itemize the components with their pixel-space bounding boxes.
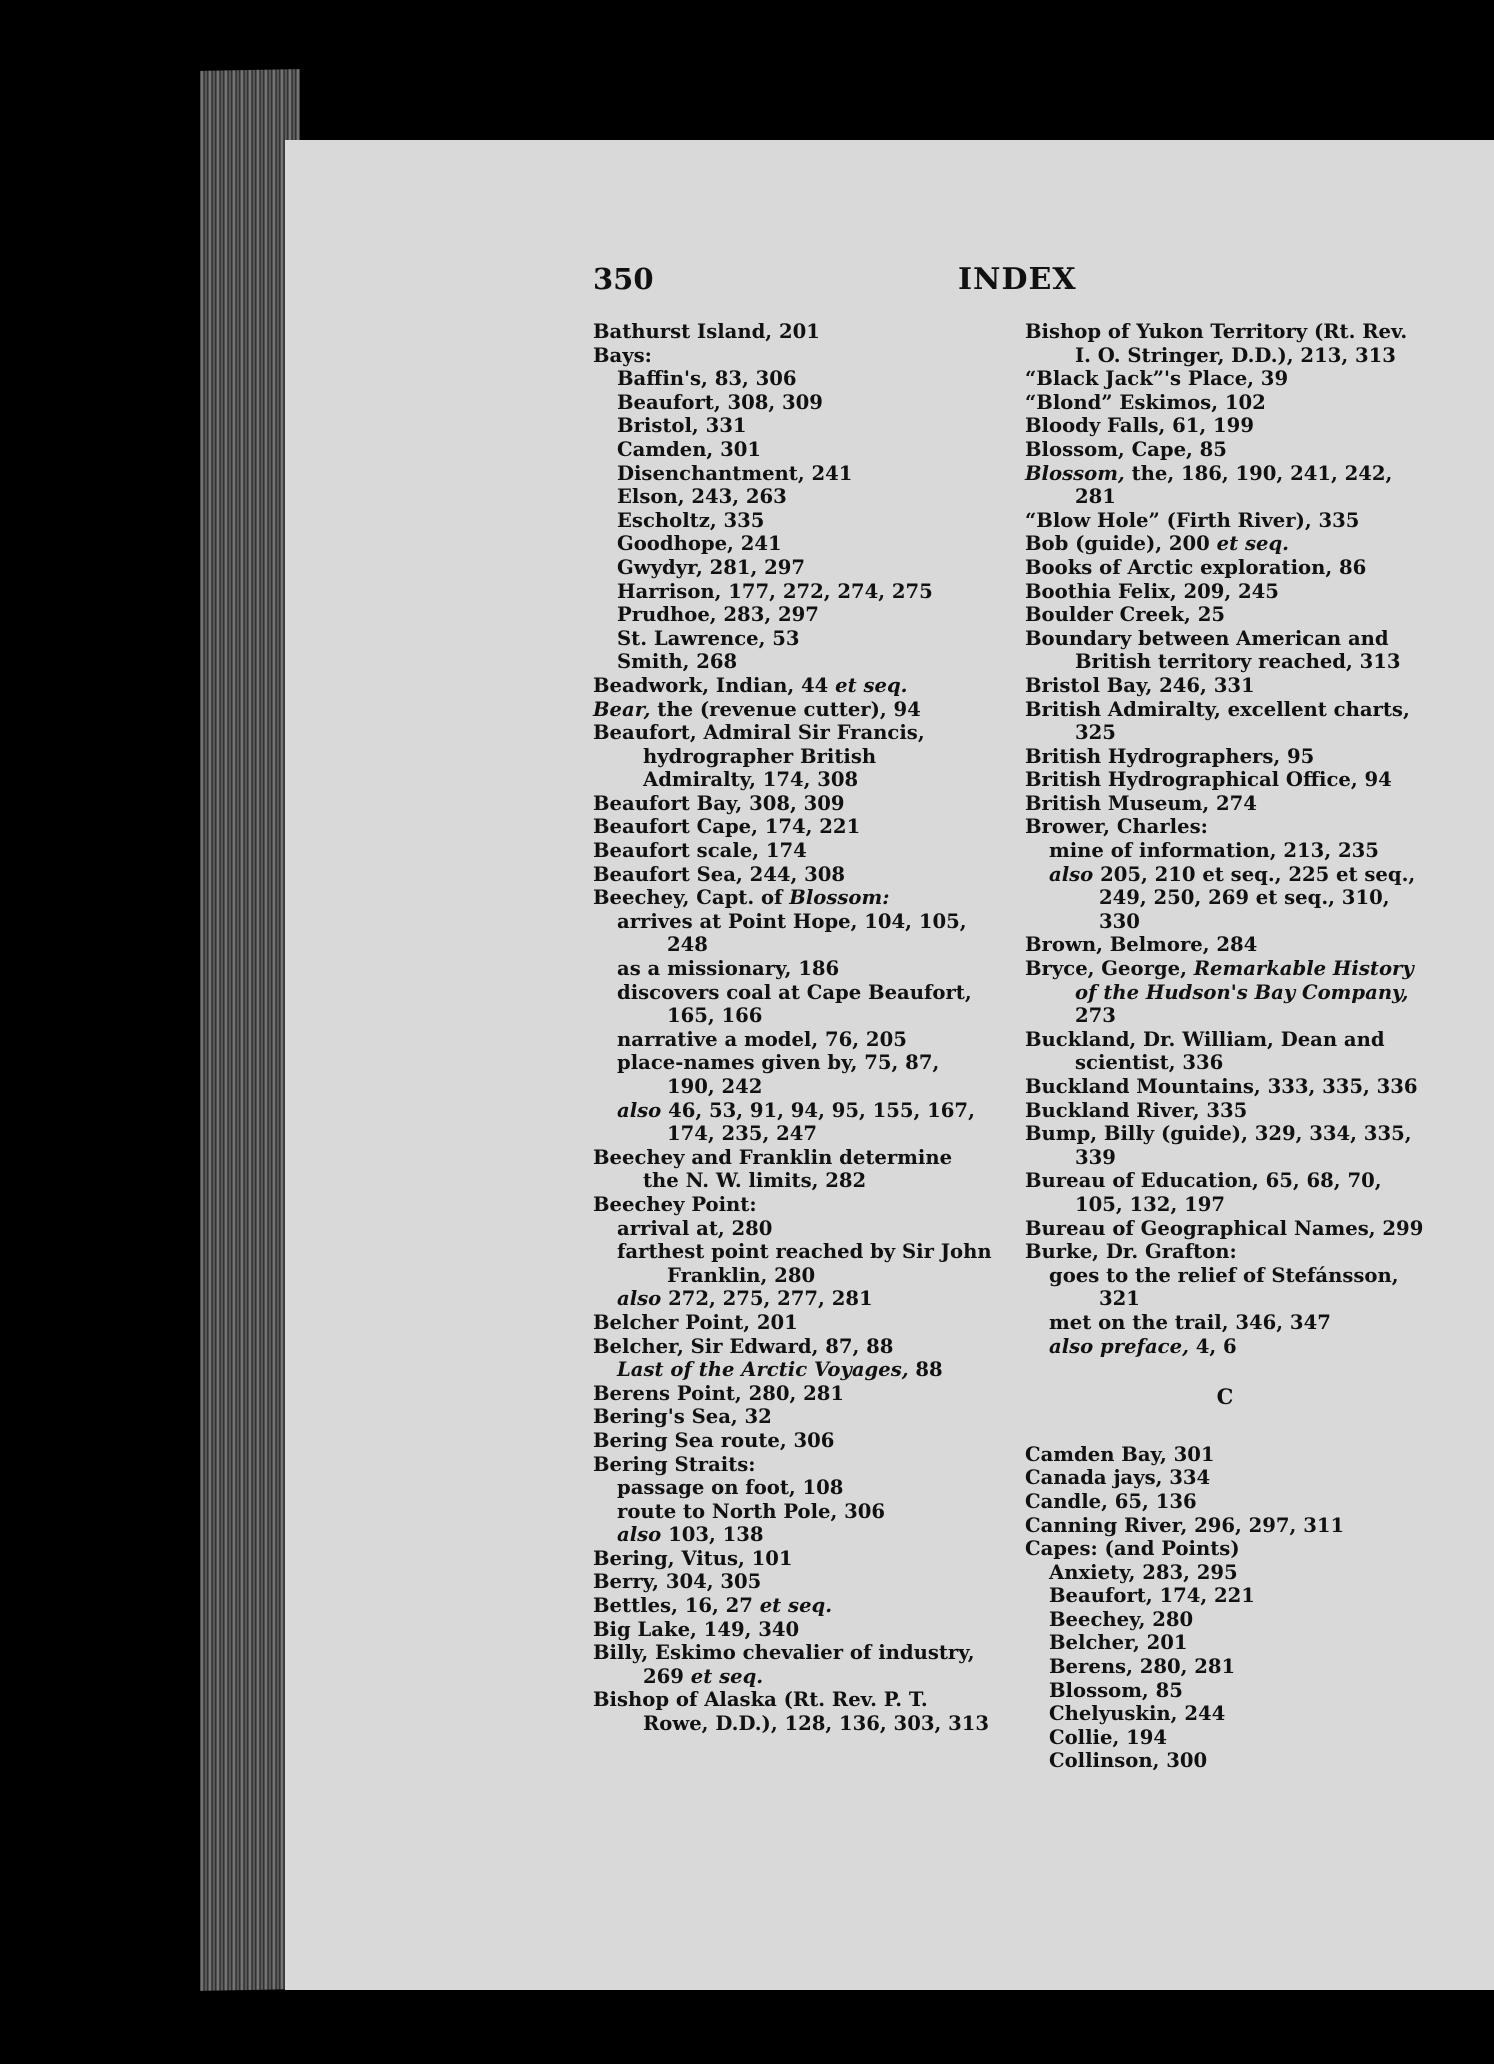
index-entry [1025, 462, 1425, 509]
entry-text: Harrison, 177, 272, 274, 275 [617, 579, 933, 603]
index-entry [1025, 1099, 1425, 1123]
entry-italic: et seq. [759, 1594, 833, 1618]
entry-italic-lead: also [617, 1287, 662, 1311]
index-subentry [593, 580, 993, 604]
entry-text: Beaufort, 308, 309 [617, 390, 823, 414]
index-subentry [1025, 1608, 1425, 1632]
entry-text: Bering's Sea, 32 [593, 1405, 772, 1429]
entry-text: Beaufort Cape, 174, 221 [593, 815, 861, 839]
entry-text: Bureau of Geographical Names, 299 [1025, 1216, 1424, 1240]
entry-text: Collie, 194 [1049, 1725, 1168, 1749]
index-entry [593, 1382, 993, 1406]
entry-italic: et seq. [1216, 532, 1289, 556]
entry-text: Disenchantment, 241 [617, 461, 853, 485]
index-subentry [593, 650, 993, 674]
index-subentry [1025, 1561, 1425, 1585]
index-entry [1025, 1169, 1425, 1216]
index-subentry [593, 1051, 993, 1098]
entry-text: the, 186, 190, 241, 242, 281 [1075, 461, 1393, 509]
entry-text: Bering Straits: [593, 1452, 756, 1476]
index-subentry [593, 509, 993, 533]
entry-text: Bettles, 16, 27 [593, 1594, 760, 1618]
entry-text: Berry, 304, 305 [593, 1570, 762, 1594]
entry-text: Beechey, Capt. of [593, 886, 790, 910]
index-entry [1025, 603, 1425, 627]
index-subentry [1025, 1631, 1425, 1655]
entry-text: Beechey, 280 [1049, 1607, 1194, 1631]
index-subentry [593, 556, 993, 580]
index-entry [1025, 1240, 1425, 1264]
index-entry [1025, 320, 1425, 367]
index-entry [593, 1618, 993, 1642]
index-entry [1025, 532, 1425, 556]
section-letter [1025, 1385, 1425, 1409]
index-entry [593, 344, 993, 368]
entry-text: Camden, 301 [617, 437, 761, 461]
entry-text: Big Lake, 149, 340 [593, 1617, 800, 1641]
index-entry [1025, 1122, 1425, 1169]
entry-text: arrives at Point Hope, 104, 105, 248 [617, 909, 967, 957]
entry-text: Candle, 65, 136 [1025, 1489, 1197, 1513]
entry-text: Beaufort Bay, 308, 309 [593, 791, 845, 815]
entry-italic-lead: also preface, [1049, 1334, 1189, 1358]
index-entry [593, 1311, 993, 1335]
index-entry [1025, 1075, 1425, 1099]
entry-tail: 273 [1075, 1004, 1116, 1028]
entry-italic-lead: Last of the Arctic Voyages, [617, 1358, 909, 1382]
index-subentry [593, 414, 993, 438]
index-subentry [1025, 1702, 1425, 1726]
entry-text: 88 [908, 1358, 943, 1382]
entry-text: Belcher, Sir Edward, 87, 88 [593, 1334, 894, 1358]
index-subentry [593, 1287, 993, 1311]
entry-text: Bloody Falls, 61, 199 [1025, 414, 1254, 438]
entry-text: Goodhope, 241 [617, 532, 782, 556]
entry-text: Bishop of Alaska (Rt. Rev. P. T. Rowe, D.D.), 128, 136, 303, 313 [593, 1688, 989, 1736]
entry-text: Baffin's, 83, 306 [617, 367, 797, 391]
index-entry [593, 1453, 993, 1477]
index-entry [593, 863, 993, 887]
entry-text: Canning River, 296, 297, 311 [1025, 1513, 1345, 1537]
index-entry [593, 698, 993, 722]
index-subentry [1025, 1584, 1425, 1608]
entry-italic-lead: also [617, 1523, 662, 1547]
entry-text: British Museum, 274 [1025, 791, 1257, 815]
index-subentry [1025, 1679, 1425, 1703]
index-entry [1025, 367, 1425, 391]
entry-italic: Remarkable History of the Hudson's Bay Company, [1075, 957, 1414, 1004]
index-entry [1025, 391, 1425, 415]
index-entry [593, 674, 993, 698]
index-column-right [1025, 320, 1425, 1773]
index-subentry [1025, 1335, 1425, 1359]
index-entry [1025, 674, 1425, 698]
entry-text: Boulder Creek, 25 [1025, 603, 1225, 627]
index-subentry [593, 1500, 993, 1524]
index-column-left [593, 320, 993, 1736]
entry-text: met on the trail, 346, 347 [1049, 1310, 1331, 1334]
entry-text: Boundary between American and British territory reached, 313 [1025, 626, 1401, 674]
index-entry [593, 1335, 993, 1359]
entry-text: Berens Point, 280, 281 [593, 1381, 845, 1405]
entry-text: mine of information, 213, 235 [1049, 839, 1379, 863]
entry-text: Beadwork, Indian, 44 [593, 673, 836, 697]
index-entry [593, 886, 993, 910]
entry-text: goes to the relief of Stefánsson, 321 [1049, 1263, 1399, 1311]
entry-italic-lead: also [1049, 862, 1094, 886]
entry-italic: et seq. [835, 673, 908, 697]
index-entry [593, 320, 993, 344]
index-entry [1025, 1514, 1425, 1538]
entry-text: 205, 210 et seq., 225 et seq., 249, 250, 269 et seq., 310, 330 [1093, 862, 1416, 933]
entry-text: Blossom, 85 [1049, 1678, 1183, 1702]
index-subentry [593, 1099, 993, 1146]
entry-text: Camden Bay, 301 [1025, 1442, 1215, 1466]
index-entry [1025, 580, 1425, 604]
index-entry [1025, 556, 1425, 580]
index-subentry [1025, 1264, 1425, 1311]
entry-text: St. Lawrence, 53 [617, 626, 800, 650]
entry-text: “Blow Hole” (Firth River), 335 [1025, 508, 1360, 532]
entry-text: Billy, Eskimo chevalier of industry, 269 [593, 1641, 975, 1688]
entry-text: place-names given by, 75, 87, 190, 242 [617, 1051, 940, 1098]
entry-text: Beechey and Franklin determine the N. W. limits, 282 [593, 1145, 953, 1193]
entry-text: Bump, Billy (guide), 329, 334, 335, 339 [1025, 1122, 1412, 1169]
entry-text: Buckland River, 335 [1025, 1098, 1248, 1122]
index-entry [1025, 933, 1425, 957]
index-entry [1025, 1443, 1425, 1467]
index-entry [593, 1688, 993, 1735]
index-entry [1025, 698, 1425, 745]
entry-text: Books of Arctic exploration, 86 [1025, 555, 1367, 579]
entry-text: Belcher, 201 [1049, 1631, 1188, 1655]
entry-text: Bureau of Education, 65, 68, 70, 105, 132, 197 [1025, 1169, 1382, 1216]
entry-italic-lead: Blossom, [1025, 461, 1125, 485]
entry-text: Beaufort Sea, 244, 308 [593, 862, 846, 886]
index-subentry [1025, 863, 1425, 934]
index-subentry [593, 438, 993, 462]
entry-text: 46, 53, 91, 94, 95, 155, 167, 174, 235, 247 [661, 1098, 975, 1146]
entry-italic-lead: also [617, 1098, 662, 1122]
entry-text: Boothia Felix, 209, 245 [1025, 579, 1279, 603]
index-entry [593, 815, 993, 839]
index-entry [1025, 1490, 1425, 1514]
index-subentry [593, 910, 993, 957]
index-subentry [593, 367, 993, 391]
index-entry [1025, 509, 1425, 533]
index-entry [1025, 1217, 1425, 1241]
entry-text: Bristol, 331 [617, 414, 747, 438]
index-subentry [593, 462, 993, 486]
entry-italic: et seq. [690, 1664, 764, 1688]
entry-text: as a missionary, 186 [617, 957, 840, 981]
entry-text: Anxiety, 283, 295 [1049, 1560, 1238, 1584]
entry-text: “Black Jack”'s Place, 39 [1025, 367, 1289, 391]
index-entry [593, 1429, 993, 1453]
entry-text: Elson, 243, 263 [617, 485, 787, 509]
entry-text: 4, 6 [1188, 1334, 1237, 1358]
entry-text: Belcher Point, 201 [593, 1310, 798, 1334]
index-subentry [593, 957, 993, 981]
index-entry [593, 1146, 993, 1193]
index-entry [593, 1547, 993, 1571]
entry-italic: Blossom: [789, 886, 890, 910]
page-title: INDEX [958, 262, 1077, 297]
entry-text: passage on foot, 108 [617, 1476, 844, 1500]
index-subentry [593, 1028, 993, 1052]
entry-text: British Hydrographical Office, 94 [1025, 768, 1392, 792]
entry-text: Gwydyr, 281, 297 [617, 555, 806, 579]
entry-text: route to North Pole, 306 [617, 1499, 886, 1523]
index-subentry [593, 603, 993, 627]
entry-text: Beechey Point: [593, 1192, 757, 1216]
entry-text: Bob (guide), 200 [1025, 532, 1217, 556]
index-subentry [593, 1217, 993, 1241]
entry-text: the (revenue cutter), 94 [650, 697, 921, 721]
entry-text: Beaufort scale, 174 [593, 839, 807, 863]
entry-text: Brower, Charles: [1025, 815, 1208, 839]
entry-text: Bathurst Island, 201 [593, 320, 820, 343]
index-subentry [1025, 1749, 1425, 1773]
index-subentry [1025, 1726, 1425, 1750]
entry-text: Brown, Belmore, 284 [1025, 933, 1258, 957]
index-subentry [593, 391, 993, 415]
index-subentry [593, 627, 993, 651]
entry-text: Bering, Vitus, 101 [593, 1546, 793, 1570]
index-entry [593, 839, 993, 863]
index-entry [1025, 627, 1425, 674]
index-entry [1025, 438, 1425, 462]
index-entry [593, 1594, 993, 1618]
entry-text: Bering Sea route, 306 [593, 1428, 835, 1452]
index-entry [1025, 792, 1425, 816]
index-subentry [593, 1358, 993, 1382]
index-subentry [593, 1523, 993, 1547]
index-subentry [1025, 839, 1425, 863]
entry-text: C [1216, 1384, 1234, 1410]
entry-text: Prudhoe, 283, 297 [617, 603, 819, 627]
index-subentry [593, 532, 993, 556]
entry-text: British Admiralty, excellent charts, 325 [1025, 697, 1410, 745]
index-entry [1025, 957, 1425, 1028]
index-subentry [593, 485, 993, 509]
index-subentry [1025, 1311, 1425, 1335]
index-entry [1025, 414, 1425, 438]
entry-text: Chelyuskin, 244 [1049, 1702, 1226, 1726]
index-entry [1025, 745, 1425, 769]
index-subentry [1025, 1655, 1425, 1679]
entry-text: Collinson, 300 [1049, 1749, 1208, 1773]
entry-text: Smith, 268 [617, 650, 738, 674]
index-subentry [593, 981, 993, 1028]
index-subentry [593, 1476, 993, 1500]
entry-text: Buckland Mountains, 333, 335, 336 [1025, 1075, 1418, 1098]
entry-text: Bays: [593, 343, 652, 367]
index-entry [1025, 1466, 1425, 1490]
entry-text: arrival at, 280 [617, 1216, 773, 1240]
index-entry [593, 1405, 993, 1429]
index-entry [1025, 768, 1425, 792]
entry-text: “Blond” Eskimos, 102 [1025, 390, 1266, 414]
entry-text: 103, 138 [661, 1523, 764, 1547]
entry-text: Beaufort, 174, 221 [1049, 1584, 1255, 1608]
entry-text: Bristol Bay, 246, 331 [1025, 673, 1255, 697]
index-entry [593, 792, 993, 816]
entry-text: Bishop of Yukon Territory (Rt. Rev. I. O. Stringer, D.D.), 213, 313 [1025, 320, 1408, 367]
index-entry [593, 721, 993, 792]
index-subentry [593, 1240, 993, 1287]
index-entry [1025, 1028, 1425, 1075]
index-entry [593, 1570, 993, 1594]
entry-text: Buckland, Dr. William, Dean and scientist, 336 [1025, 1027, 1385, 1075]
entry-text: Capes: (and Points) [1025, 1537, 1240, 1561]
index-entry [593, 1641, 993, 1688]
entry-text: British Hydrographers, 95 [1025, 744, 1315, 768]
entry-text: farthest point reached by Sir John Franklin, 280 [617, 1240, 992, 1287]
entry-text: Canada jays, 334 [1025, 1466, 1211, 1490]
entry-text: 272, 275, 277, 281 [661, 1287, 873, 1311]
entry-text: Escholtz, 335 [617, 508, 765, 532]
entry-text: narrative a model, 76, 205 [617, 1027, 907, 1051]
page-number: 350 [593, 262, 654, 296]
entry-text: Berens, 280, 281 [1049, 1655, 1236, 1679]
entry-text: Beaufort, Admiral Sir Francis, hydrographer British Admiralty, 174, 308 [593, 721, 925, 792]
entry-text: discovers coal at Cape Beaufort, 165, 166 [617, 980, 972, 1028]
index-entry [1025, 815, 1425, 839]
entry-text: Blossom, Cape, 85 [1025, 437, 1227, 461]
entry-text: Bryce, George, [1025, 957, 1194, 981]
index-entry [593, 1193, 993, 1217]
index-entry [1025, 1537, 1425, 1561]
entry-italic-lead: Bear, [593, 697, 651, 721]
entry-text: Burke, Dr. Grafton: [1025, 1240, 1237, 1264]
